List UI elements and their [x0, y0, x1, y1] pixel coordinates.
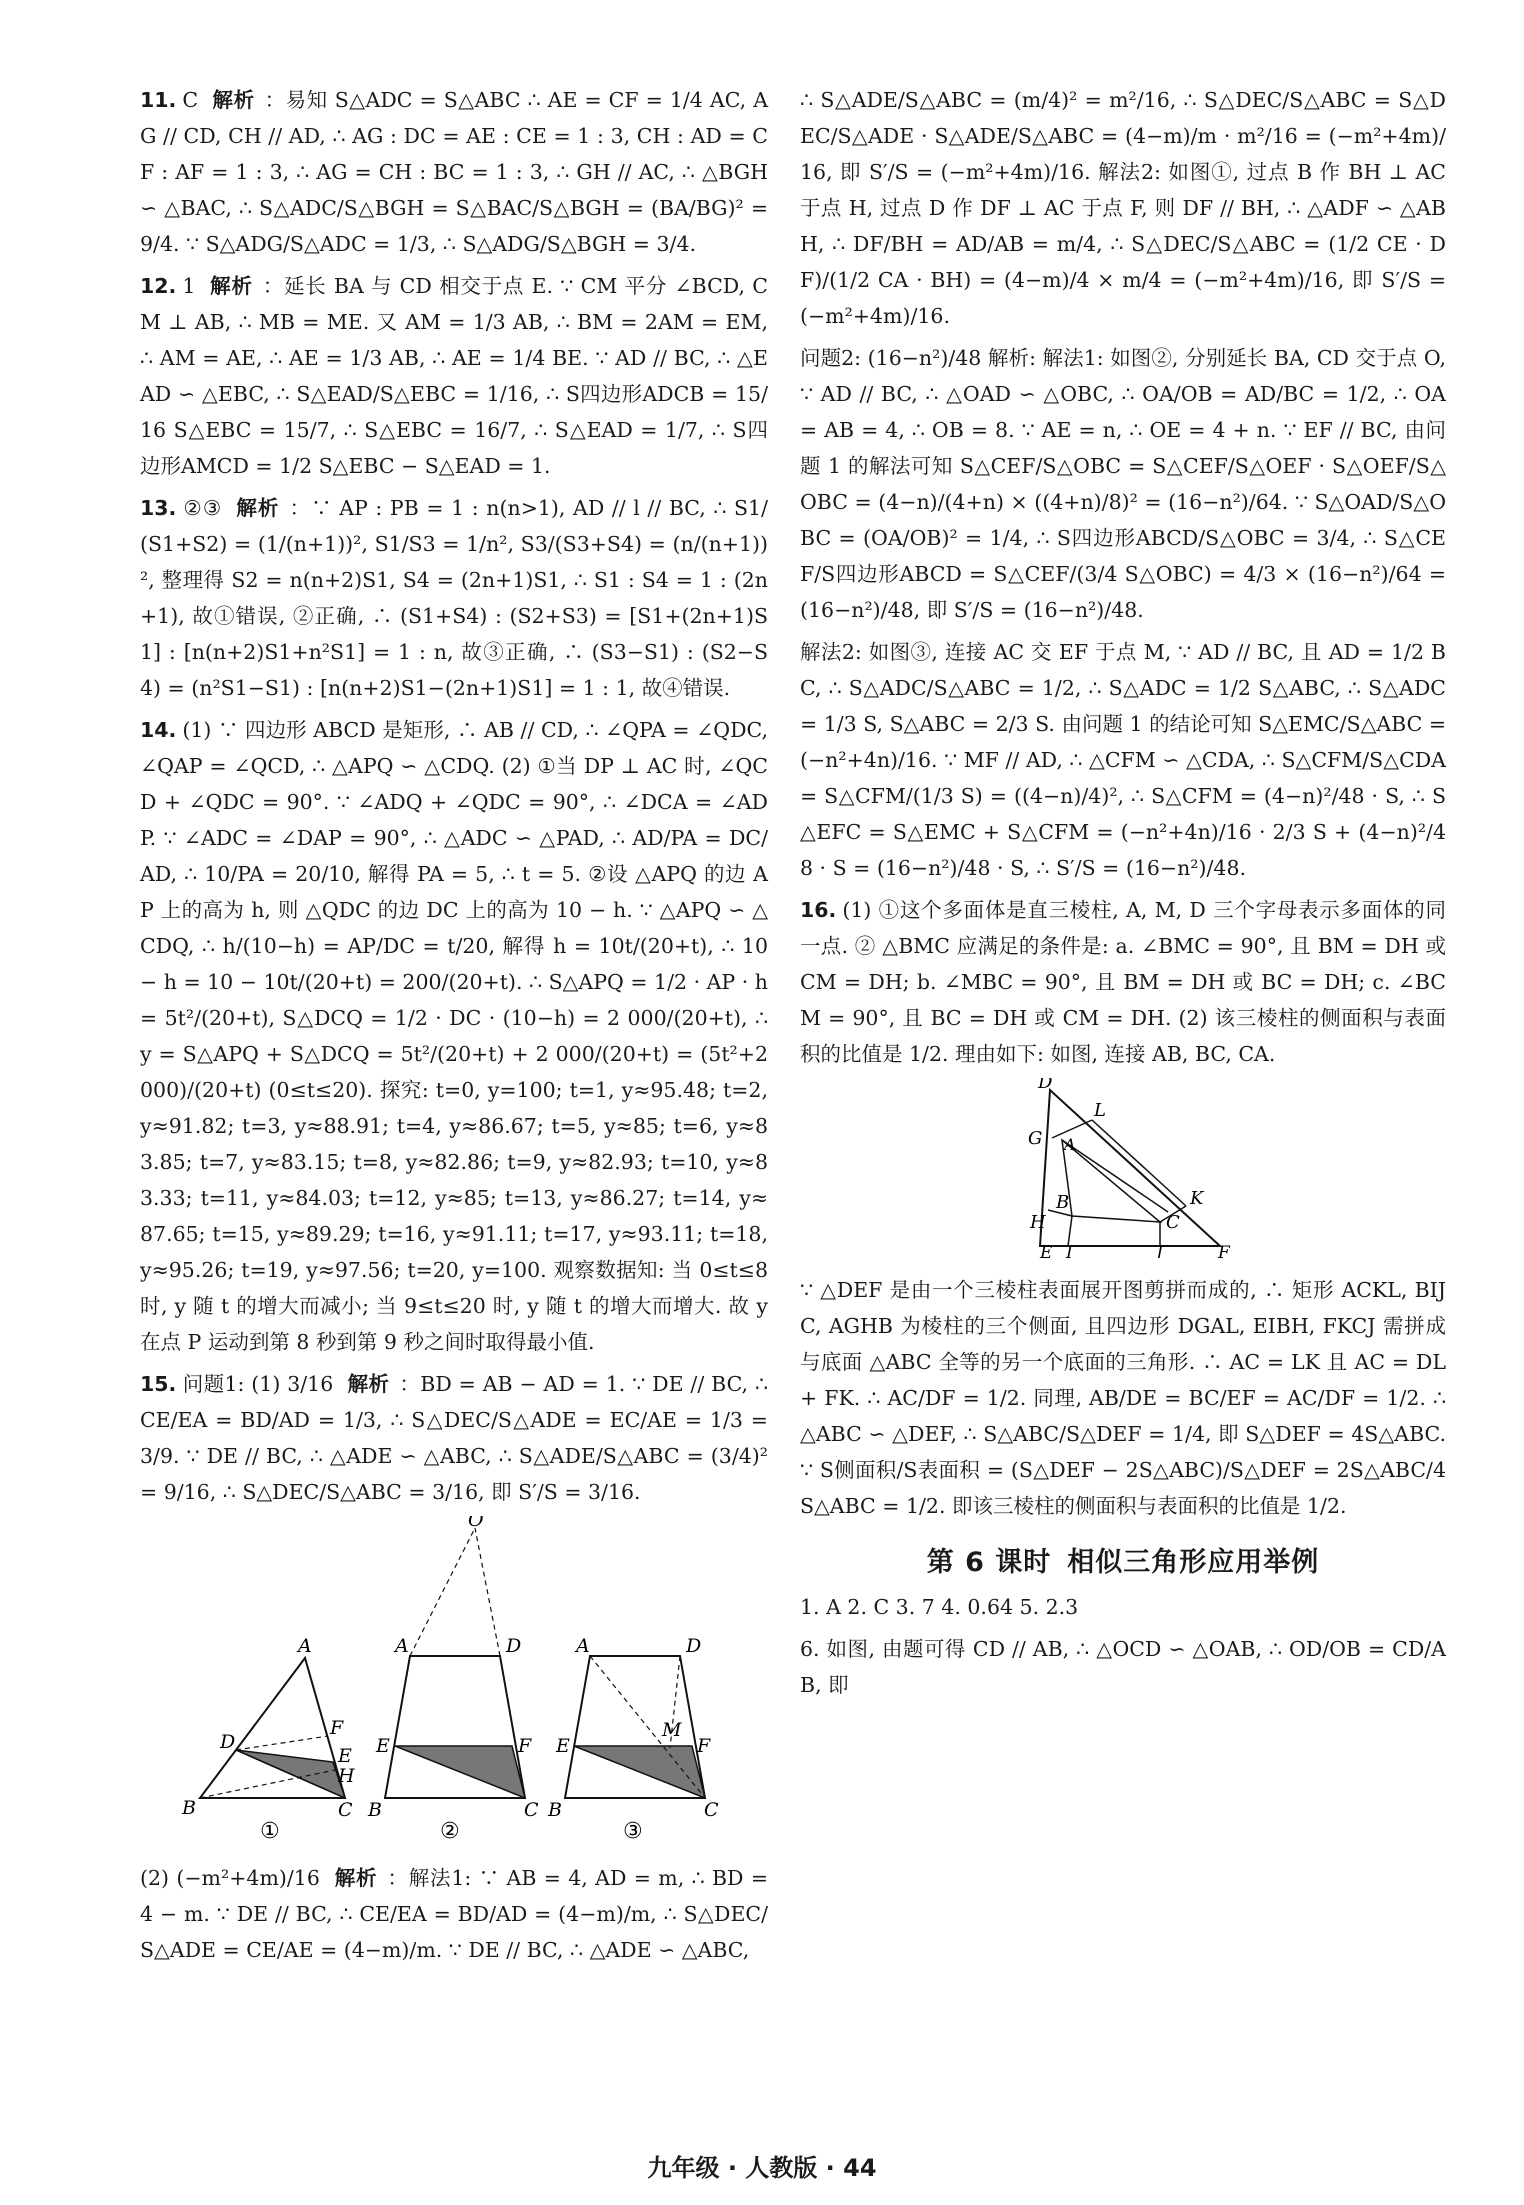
item-text: 问题2: (16−n²)/48 解析: 解法1: 如图②, 分别延长 BA, CD 交于点 O, ∵ AD // BC, ∴ △OAD ∽ △OBC, ∴ OA/OB = AD/BC = 1/2, ∴ OA = AB = 4, ∴ OB = 8. ∵ AE = n, ∴ OE = 4 + n. ∵ EF // BC, 由问题 1 的解法可知 S△CEF/S△OBC = S△CEF/S△OEF · S△OEF/S△OBC = (4−n)/(4+n) × ((4+n)/8)² = (16−n²)/64. ∵ S△OAD/S△OBC = (OA/OB)² = 1/4, ∴ S四边形ABCD/S△OBC = 3/4, ∴ S△CEF/S四边形ABCD = S△CEF/(3/4 S△OBC) = 4/3 × (16−n²)/64 = (16−n²)/48, 即 S′/S = (16−n²)/48.: [800, 346, 1446, 622]
label-G: G: [1028, 1128, 1043, 1149]
answer-14: [140, 712, 768, 1360]
section-answer-6: [800, 1631, 1446, 1703]
label-A: A: [395, 1635, 409, 1657]
answer-16-continued: [800, 1272, 1446, 1524]
label-I: I: [1066, 1243, 1073, 1258]
answer-15-method-2: [800, 634, 1446, 886]
item-number: 14.: [140, 718, 177, 742]
figure-1: [181, 1635, 355, 1844]
label-D: D: [686, 1635, 702, 1657]
section-answers-1-5: [800, 1589, 1446, 1625]
figure-1-2-3: [140, 1516, 768, 1846]
item-answer: ②③: [182, 496, 223, 520]
label-E: E: [1040, 1243, 1053, 1258]
left-column: [140, 82, 768, 1974]
item-number: 11.: [140, 88, 177, 112]
item-text: ：延长 BA 与 CD 相交于点 E. ∵ CM 平分 ∠BCD, CM ⊥ AB, ∴ MB = ME. 又 AM = 1/3 AB, ∴ BM = 2AM = EM, ∴ AM = AE, ∴ AE = 1/3 AB, ∴ AE = 1/4 BE. ∵ AD // BC, ∴ △EAD ∽ △EBC, ∴ S△EAD/S△EBC = 1/16, ∴ S四边形ADCB = 15/16 S△EBC = 15/7, ∴ S△EBC = 16/7, ∴ S△EAD = 1/7, ∴ S四边形AMCD = 1/2 S△EBC − S△EAD = 1.: [140, 274, 768, 478]
analysis-tag: 解析: [347, 1372, 390, 1396]
label-B: B: [548, 1799, 562, 1821]
label-E: E: [338, 1745, 352, 1767]
label-O: O: [468, 1516, 484, 1531]
item-number: 13.: [140, 496, 177, 520]
label-A: A: [298, 1635, 312, 1657]
item-number: 15.: [140, 1372, 177, 1396]
analysis-tag: 解析: [236, 496, 280, 520]
item-text: ：BD = AB − AD = 1. ∵ DE // BC, ∴ CE/EA = BD/AD = 1/3, ∴ S△DEC/S△ADE = EC/AE = 1/3 = 3/9. ∵ DE // BC, ∴ △ADE ∽ △ABC, ∴ S△ADE/S△ABC = (3/4)² = 9/16, ∴ S△DEC/S△ABC = 3/16, 即 S′/S = 3/16.: [140, 1372, 768, 1504]
figure-3: [547, 1635, 719, 1844]
section-name: 相似三角形应用举例: [1067, 1547, 1320, 1578]
analysis-tag: 解析: [209, 274, 253, 298]
analysis-tag: 解析: [212, 88, 255, 112]
label-A: A: [1064, 1135, 1076, 1154]
caption-3: ③: [623, 1819, 643, 1844]
answer-15-part2: [140, 1860, 768, 1968]
label-C: C: [704, 1799, 719, 1821]
label-L: L: [1094, 1100, 1106, 1121]
label-B: B: [368, 1799, 382, 1821]
label-J: J: [1156, 1243, 1163, 1258]
item-text: 1. A 2. C 3. 7 4. 0.64 5. 2.3: [800, 1595, 1079, 1619]
page-footer: 九年级 · 人教版 · 44: [647, 2154, 877, 2182]
answer-15-question-2: [800, 340, 1446, 628]
answer-15-continued: [800, 82, 1446, 334]
item-text: ：∵ AP : PB = 1 : n(n>1), AD // l // BC, ∴ S1/(S1+S2) = (1/(n+1))², S1/S3 = 1/n², S3/(S3+S4) = (n/(n+1))², 整理得 S2 = n(n+2)S1, S4 = (2n+1)S1, ∴ S1 : S4 = 1 : (2n+1), 故①错误, ②正确, ∴ (S1+S4) : (S2+S3) = [S1+(2n+1)S1] : [n(n+2)S1+n²S1] = 1 : n, 故③正确, ∴ (S3−S1) : (S2−S4) = (n²S1−S1) : [n(n+2)S1−(2n+1)S1] = 1 : 1, 故④错误.: [140, 496, 769, 700]
item-text: 解法2: 如图③, 连接 AC 交 EF 于点 M, ∵ AD // BC, 且 AD = 1/2 BC, ∴ S△ADC/S△ABC = 1/2, ∴ S△ADC = 1/2 S△ABC, ∴ S△ADC = 1/3 S, S△ABC = 2/3 S. 由问题 1 的结论可知 S△EMC/S△ABC = (−n²+4n)/16. ∵ MF // AD, ∴ △CFM ∽ △CDA, ∴ S△CFM/S△CDA = S△CFM/(1/3 S) = ((4−n)/4)², ∴ S△CFM = (4−n)²/48 · S, ∴ S△EFC = S△EMC + S△CFM = (−n²+4n)/16 · 2/3 S + (4−n)²/48 · S = (16−n²)/48 · S, ∴ S′/S = (16−n²)/48.: [800, 640, 1446, 880]
figure-2: [367, 1516, 539, 1844]
caption-2: ②: [440, 1819, 460, 1844]
item-answer: 1: [182, 274, 196, 298]
item-text: ：易知 S△ADC = S△ABC ∴ AE = CF = 1/4 AC, AG // CD, CH // AD, ∴ AG : DC = AE : CE = 1 : 3, CH : AD = CF : AF = 1 : 3, ∴ AG = CH : BC = 1 : 3, ∴ GH // AC, ∴ △BGH ∽ △BAC, ∴ S△ADC/S△BGH = S△BAC/S△BGH = (BA/BG)² = 9/4. ∵ S△ADG/S△ADC = 1/3, ∴ S△ADG/S△BGH = 3/4.: [140, 88, 769, 256]
label-M: M: [662, 1719, 682, 1741]
label-F: F: [518, 1735, 532, 1757]
analysis-tag: 解析: [333, 1866, 378, 1890]
label-B: B: [1056, 1192, 1070, 1213]
item-text: (1) ∵ 四边形 ABCD 是矩形, ∴ AB // CD, ∴ ∠QPA = ∠QDC, ∠QAP = ∠QCD, ∴ △APQ ∽ △CDQ. (2) ①当 DP ⊥ AC 时, ∠QCD + ∠QDC = 90°. ∵ ∠ADQ + ∠QDC = 90°, ∴ ∠DCA = ∠ADP. ∵ ∠ADC = ∠DAP = 90°, ∴ △ADC ∽ △PAD, ∴ AD/PA = DC/AD, ∴ 10/PA = 20/10, 解得 PA = 5, ∴ t = 5. ②设 △APQ 的边 AP 上的高为 h, 则 △QDC 的边 DC 上的高为 10 − h. ∵ △APQ ∽ △CDQ, ∴ h/(10−h) = AP/DC = t/20, 解得 h = 10t/(20+t), ∴ 10 − h = 10 − 10t/(20+t) = 200/(20+t). ∴ S△APQ = 1/2 · AP · h = 5t²/(20+t), S△DCQ = 1/2 · DC · (10−h) = 2 000/(20+t), ∴ y = S△APQ + S△DCQ = 5t²/(20+t) + 2 000/(20+t) = (5t²+2 000)/(20+t) (0≤t≤20). 探究: t=0, y=100; t=1, y≈95.48; t=2, y≈91.82; t=3, y≈88.91; t=4, y≈86.67; t=5, y≈85; t=6, y≈83.85; t=7, y≈83.15; t=8, y≈82.86; t=9, y≈82.93; t=10, y≈83.33; t=11, y≈84.03; t=12, y≈85; t=13, y≈86.27; t=14, y≈87.65; t=15, y≈89.29; t=16, y≈91.11; t=17, y≈93.11; t=18, y≈95.26; t=19, y≈97.56; t=20, y=100. 观察数据知: 当 0≤t≤8 时, y 随 t 的增大而减小; 当 9≤t≤20 时, y 随 t 的增大而增大. 故 y 在点 P 运动到第 8 秒到第 9 秒之间时取得最小值.: [140, 718, 768, 1354]
item-text: (1) ①这个多面体是直三棱柱, A, M, D 三个字母表示多面体的同一点. ② △BMC 应满足的条件是: a. ∠BMC = 90°, 且 BM = DH 或 CM = DH; b. ∠MBC = 90°, 且 BM = DH 或 BC = DH; c. ∠BCM = 90°, 且 BC = DH 或 CM = DH. (2) 该三棱柱的侧面积与表面积的比值是 1/2. 理由如下: 如图, 连接 AB, BC, CA.: [800, 898, 1446, 1066]
label-K: K: [1190, 1188, 1204, 1209]
label-F: F: [1218, 1243, 1230, 1258]
item-text: ∵ △DEF 是由一个三棱柱表面展开图剪拼而成的, ∴ 矩形 ACKL, BIJC, AGHB 为棱柱的三个侧面, 且四边形 DGAL, EIBH, FKCJ 需拼成与底面 △ABC 全等的另一个底面的三角形. ∴ AC = LK 且 AC = DL + FK. ∴ AC/DF = 1/2. 同理, AB/DE = BC/EF = AC/DF = 1/2. ∴ △ABC ∽ △DEF, ∴ S△ABC/S△DEF = 1/4, 即 S△DEF = 4S△ABC. ∵ S侧面积/S表面积 = (S△DEF − 2S△ABC)/S△DEF = 2S△ABC/4S△ABC = 1/2. 即该三棱柱的侧面积与表面积的比值是 1/2.: [800, 1278, 1446, 1518]
item-text: ∴ S△ADE/S△ABC = (m/4)² = m²/16, ∴ S△DEC/S△ABC = S△DEC/S△ADE · S△ADE/S△ABC = (4−m)/m · m²/16 = (−m²+4m)/16, 即 S′/S = (−m²+4m)/16. 解法2: 如图①, 过点 B 作 BH ⊥ AC 于点 H, 过点 D 作 DF ⊥ AC 于点 F, 则 DF // BH, ∴ △ADF ∽ △ABH, ∴ DF/BH = AD/AB = m/4, ∴ S△DEC/S△ABC = (1/2 CE · DF)/(1/2 CA · BH) = (4−m)/4 × m/4 = (−m²+4m)/16, 即 S′/S = (−m²+4m)/16.: [800, 88, 1446, 328]
answer-12: [140, 268, 768, 484]
caption-1: ①: [260, 1819, 280, 1844]
label-C: C: [338, 1799, 353, 1821]
label-D: D: [220, 1731, 236, 1753]
answer-13: [140, 490, 768, 706]
prism-net-figure: [800, 1078, 1446, 1262]
label-E: E: [376, 1735, 390, 1757]
section-title: [800, 1540, 1446, 1579]
right-column: [800, 82, 1446, 1709]
item-text: ：解法1: ∵ AB = 4, AD = m, ∴ BD = 4 − m. ∵ DE // BC, ∴ CE/EA = BD/AD = (4−m)/m, ∴ S△DEC/S△ADE = CE/AE = (4−m)/m. ∵ DE // BC, ∴ △ADE ∽ △ABC,: [140, 1866, 768, 1962]
label-C: C: [1166, 1212, 1180, 1233]
label-D: D: [506, 1635, 522, 1657]
item-text: 6. 如图, 由题可得 CD // AB, ∴ △OCD ∽ △OAB, ∴ OD/OB = CD/AB, 即: [800, 1637, 1446, 1697]
label-C: C: [524, 1799, 539, 1821]
section-prefix: 第 6 课时: [926, 1547, 1052, 1578]
label-D: D: [1038, 1078, 1053, 1093]
item-answer: (2) (−m²+4m)/16: [140, 1866, 320, 1890]
answer-15: [140, 1366, 768, 1510]
figure-def: [1020, 1078, 1240, 1258]
answer-11: [140, 82, 768, 262]
label-F: F: [697, 1735, 711, 1757]
item-number: 12.: [140, 274, 177, 298]
item-answer: 问题1: (1) 3/16: [182, 1372, 334, 1396]
label-B: B: [182, 1797, 196, 1819]
item-answer: C: [182, 88, 199, 112]
label-A: A: [576, 1635, 590, 1657]
trapezoid-figures: [140, 1516, 768, 1850]
label-H: H: [338, 1765, 355, 1787]
label-E: E: [556, 1735, 570, 1757]
item-number: 16.: [800, 898, 837, 922]
label-H: H: [1030, 1212, 1046, 1233]
answer-16: [800, 892, 1446, 1072]
label-F: F: [330, 1717, 344, 1739]
